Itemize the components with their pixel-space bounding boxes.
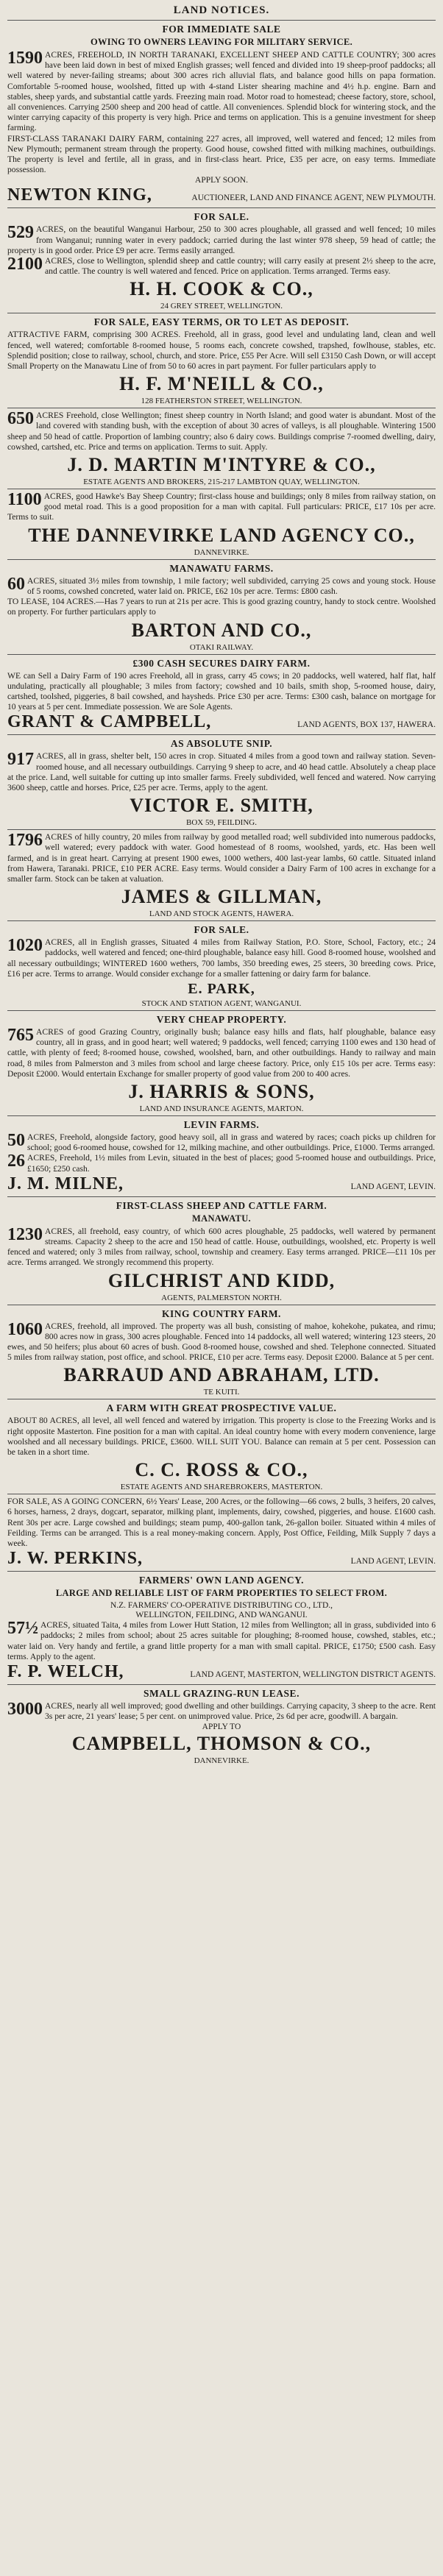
- advert-body: [7, 1132, 436, 1153]
- advert-grazing-run: [7, 1688, 436, 1765]
- advert-note: APPLY TO: [202, 1722, 241, 1732]
- advert-north-taranaki: [7, 24, 436, 185]
- acreage-lead: 60: [7, 574, 25, 594]
- advert-body: WE can Sell a Dairy Farm of 190 acres Freehold, all in grass, carry 45 cows; in 20 paddocks, well watered, half flat, half undulating, practically all ploughable; 3 miles from factory; cowshed and 10 bails, smith shop, 5-roomed house, dairy, cartshed, toolshed, piggeries, 8 bail cowshed, and haysheds. Price £30 per acre. Terms: £300 cash, balance on mortgage for 10 years at 5 per cent. Immediate possession. We are Sole Agents.: [7, 670, 436, 712]
- acreage-lead: 917: [7, 750, 34, 770]
- agent-name: J. M. MILNE,: [7, 1174, 124, 1193]
- advert-absolute-snip: [7, 738, 436, 827]
- advert-body: [7, 1153, 436, 1174]
- advert-heading: FOR SALE, EASY TERMS, OR TO LET AS DEPOSIT.: [93, 316, 350, 328]
- advert-cheap-property: [7, 1014, 436, 1113]
- advert-body: FOR SALE, AS A GOING CONCERN, 6½ Years' Lease, 200 Acres, or the following—66 cows, 2 bulls, 3 heifers, 20 calves, 6 horses, harness, 2 drays, dogcart, separator, milking plant, implements, dairy, cowshed, piggeries, and house. £1600 cash. Rent 30s per acre. Large cowshed and buildings; steam pump, 400-gallon tank, 26-gallon boiler. Situated within 4 miles of Feilding. Terms can be arranged. This is a real money-making concern. Apply, Post Office, Feilding, Milk Supply 7 days a week.: [7, 1497, 436, 1549]
- advert-text: ACRES, all in grass, shelter belt, 150 acres in crop. Situated 4 miles from a good town and railway station. Seven-roomed house, and all necessary outbuildings. Carrying 9 sheep to acre, and 40 head cattle. Absolutely a cheap place at the price. Land, well suitable for cutting up into smaller farms. Freely subdivided, well fenced and watered. Now carrying 3600 sheep, cattle and horses. Price, £25 per acre. Terms, apply to the agent.: [7, 751, 436, 792]
- advert-text: ACRES, all freehold, easy country, of which 600 acres ploughable, 25 paddocks, well watered by permanent streams. Capacity 2 sheep to the acre and 150 head of cattle. House, outbuildings, woolshed, etc. Property is well fenced and watered; only 3 miles from railway, school, township and creamery. Easy terms arranged. PRICE—£11 10s per acre. Terms arranged. We strongly recommend this property.: [7, 1226, 436, 1268]
- advert-text: ACRES, situated 3½ miles from township, 1 mile factory; well subdivided, carrying 25 cows and young stock. House of 5 rooms, cowshed concreted, water laid on. PRICE, £62 10s per acre. Terms: £800 cash.: [27, 575, 436, 596]
- acreage-lead: 1020: [7, 936, 43, 956]
- divider: [7, 1571, 436, 1572]
- advert-text: ACRES, FREEHOLD, IN NORTH TARANAKI, EXCELLENT SHEEP AND CATTLE COUNTRY; 300 acres have been laid down in best of mixed English grasses; well fenced and divided into 19 sheep-proof paddocks; all well watered by never-failing streams; about 300 acres rich alluvial flats, and balance good hills on papa formation. Comfortable 5-roomed house, woolshed, fitted up with 4-stand Lister shearing machine and 4½ h.p. engine. Barn and stables, sheep yards, and substantial cattle yards. Freezing main road. Motor road to homestead; cheese factory, store, school, all conveniences. Carrying 2500 sheep and 200 head of cattle. All conveniences. Splendid block for wintering stock, and the winter carrying capacity of this property is very high. Price and terms on application. This is a genuine investment for sheep farming.: [7, 50, 436, 133]
- divider: [7, 1010, 436, 1011]
- agent-address: DANNEVIRKE.: [194, 547, 249, 557]
- acreage-lead: 1060: [7, 1319, 43, 1339]
- advert-body: [7, 50, 436, 134]
- divider: [7, 654, 436, 655]
- agent-address: BOX 59, FEILDING.: [186, 818, 257, 828]
- advert-heading: FARMERS' OWN LAND AGENCY.: [138, 1575, 305, 1586]
- agent-address: 128 FEATHERSTON STREET, WELLINGTON.: [141, 397, 302, 406]
- agent-name: CAMPBELL, THOMSON & CO.,: [71, 1733, 372, 1755]
- advert-wellington-sheep: [7, 411, 436, 486]
- advert-heading: FOR IMMEDIATE SALE: [162, 24, 281, 35]
- advert-sheep-cattle-farm: [7, 1200, 436, 1302]
- divider: [7, 1196, 436, 1197]
- agent-name: NEWTON KING,: [7, 185, 152, 205]
- advert-text: ACRES, Freehold, 1½ miles from Levin, situated in the best of places; good 5-roomed house and outbuildings. Price, £1650; £250 cash.: [27, 1153, 436, 1174]
- acreage-lead: 2100: [7, 255, 43, 274]
- divider: [7, 734, 436, 735]
- advert-signature: [7, 1549, 436, 1569]
- agent-address: OTAKI RAILWAY.: [189, 642, 254, 652]
- acreage-lead: 1100: [7, 490, 42, 510]
- acreage-lead: 650: [7, 409, 34, 429]
- advert-text: ACRES, on the beautiful Wanganui Harbour, 250 to 300 acres ploughable, all grassed and well fenced; 10 miles from Wanganui; running water in every paddock; carried during the last winter 978 sheep, 59 head of cattle; the property is in good order. Price £9 per acre. Terms easily arranged.: [7, 224, 436, 255]
- agent-name: J. W. PERKINS,: [7, 1549, 143, 1569]
- agent-name: E. PARK,: [188, 980, 255, 997]
- agent-address: DANNEVIRKE.: [194, 1756, 249, 1766]
- advert-body: [7, 576, 436, 597]
- advert-text: ACRES, situated Taita, 4 miles from Lower Hutt Station, 12 miles from Wellington; all in grass, subdivided into 6 paddocks; 2 miles from school; about 25 acres suitable for ploughing; 8-roomed house, cowshed, stables, etc.; water laid on. Very handy and fertile, a grand little property for a man with small capital. PRICE, £1750; £500 cash. Easy terms. Apply to the agent.: [7, 1620, 436, 1661]
- advert-text: ACRES, close to Wellington, splendid sheep and cattle country; will carry easily at present 2½ sheep to the acre, and cattle. The country is well watered and fenced. Price on application. Terms arranged. Terms easy.: [45, 256, 436, 277]
- advert-signature: [7, 185, 436, 205]
- advert-subheading: OWING TO OWNERS LEAVING FOR MILITARY SERVICE.: [90, 37, 353, 47]
- advert-heading: MANAWATU FARMS.: [169, 562, 274, 574]
- acreage-lead: 26: [7, 1152, 25, 1171]
- advert-body: [7, 256, 436, 277]
- agent-address: LAND AGENTS, BOX 137, HAWERA.: [297, 720, 436, 730]
- divider: [7, 559, 436, 560]
- advert-body: [7, 937, 436, 979]
- advert-body: [7, 832, 436, 884]
- agent-role: LAND AGENT, LEVIN.: [350, 1557, 436, 1566]
- agency-branches: WELLINGTON, FEILDING, AND WANGANUI.: [135, 1611, 308, 1620]
- agent-name: BARRAUD AND ABRAHAM, LTD.: [63, 1364, 380, 1386]
- advert-heading: VERY CHEAP PROPERTY.: [156, 1013, 287, 1025]
- advert-body: [7, 1027, 436, 1079]
- agent-name: H. H. COOK & CO.,: [130, 278, 313, 300]
- advert-body: [7, 751, 436, 793]
- acreage-lead: 3000: [7, 1700, 43, 1720]
- advert-heading: £300 CASH SECURES DAIRY FARM.: [132, 657, 311, 669]
- advert-text: ACRES of good Grazing Country, originally bush; balance easy hills and flats, half ploughable, balance easy country, all in grass, and in good heart; well watered; 9 paddocks, well fenced; carrying 1100 ewes and 130 head of cattle, with plenty of feed; 8-roomed house, cowshed, woolshed, barn, and other outbuildings. Handy to railway and main road, 8 miles from Palmerston and 3 miles from school and large cheese factory. Price, only £15 10s per acre. Terms easy: Deposit £2000. Would entertain Exchange for smaller property of good value from 200 to 400 acres.: [7, 1026, 436, 1079]
- advert-heading: AS ABSOLUTE SNIP.: [170, 738, 273, 750]
- advert-body: [7, 1224, 436, 1269]
- acreage-lead: 529: [7, 223, 34, 243]
- advert-body: [7, 1620, 436, 1662]
- agent-name: J. D. MARTIN M'INTYRE & CO.,: [67, 454, 376, 476]
- advert-heading: SMALL GRAZING-RUN LEASE.: [143, 1688, 300, 1700]
- advert-hawkes-bay: [7, 492, 436, 557]
- advert-text: ACRES, freehold, all improved. The property was all bush, consisting of mahoe, kohekohe, pukatea, and rimu; 800 acres now in grass, 300 acres ploughable. Fenced into 14 paddocks, all well watered; wintering 123 steers, 20 ewes, and 50 heifers; plus about 60 acres of bush. Good 8-roomed house, cowshed and shed. Telephone connected. Situated 5 miles from railway station, post office, and school. PRICE, £10 per acre. Terms easy. Deposit £2000. Balance at 5 per cent.: [7, 1321, 436, 1363]
- advert-body: ATTRACTIVE FARM, comprising 300 ACRES. Freehold, all in grass, good level and undulating land, clean and well fenced, well watered; comfortable 8-roomed house, 5 rooms each, concrete cowshed, trapshed, fowlhouse, stables, etc. Splendid position; close to railway, school, church, and store. Price, £55 Per Acre. Will sell £3150 Cash Down, or will accept Small Property on the Manawatu Line of from 50 to 60 acres in part payment. For fuller particulars apply to: [7, 330, 436, 372]
- advert-heading: KING COUNTRY FARM.: [162, 1307, 281, 1319]
- agent-name: GRANT & CAMPBELL,: [7, 712, 212, 732]
- agent-address: STOCK AND STATION AGENT, WANGANUI.: [141, 998, 302, 1008]
- advert-king-country: [7, 1308, 436, 1397]
- acreage-lead: 57½: [7, 1619, 38, 1639]
- advert-prospective-value: [7, 1402, 436, 1491]
- advert-note: APPLY SOON.: [195, 176, 248, 185]
- advert-body: [7, 492, 436, 523]
- advert-levin-farms: [7, 1119, 436, 1194]
- advert-text: ACRES, good Hawke's Bay Sheep Country; first-class house and buildings; only 8 miles from railway station, on good metal road. This is a good proposition for a man with capital. Full particulars: PRICE, £17 10s per acre. Terms to suit.: [7, 492, 436, 522]
- acreage-lead: 765: [7, 1025, 34, 1045]
- agent-name: GILCHRIST AND KIDD,: [107, 1269, 336, 1291]
- agent-address: TE KUITI.: [203, 1388, 240, 1397]
- advert-farmers-agency: [7, 1575, 436, 1682]
- acreage-lead: 1230: [7, 1224, 43, 1244]
- advert-subheading: MANAWATU.: [192, 1213, 251, 1224]
- agent-name: VICTOR E. SMITH,: [130, 795, 313, 817]
- advert-heading: LEVIN FARMS.: [183, 1118, 260, 1130]
- advert-heading: A FARM WITH GREAT PROSPECTIVE VALUE.: [106, 1402, 337, 1414]
- advert-signature: [7, 1662, 436, 1682]
- divider: [7, 207, 436, 208]
- page-title: LAND NOTICES.: [173, 4, 270, 16]
- advert-text: ACRES, nearly all well improved; good dwelling and other buildings. Carrying capacity, 3 sheep to the acre. Rent 3s per acre, 21 years' lease; 5 per cent. on unimproved value. Price, 2s 6d per acre, goodwill. A bargain.: [45, 1701, 436, 1722]
- advert-dairy-farm: [7, 658, 436, 733]
- advert-going-concern: [7, 1497, 436, 1569]
- acreage-lead: 1590: [7, 49, 43, 68]
- advert-body: [7, 1321, 436, 1363]
- agent-name: BARTON AND CO.,: [131, 619, 312, 641]
- advert-body-secondary: FIRST-CLASS TARANAKI DAIRY FARM, containing 227 acres, all improved, well watered and fenced; 12 miles from New Plymouth; permanent stream through the property. Good house, cowshed fitted with milking machines, outbuildings. The property is level and fertile, all in grass, and in first-class heart. Price, £35 per acre, on easy terms. Immediate possession.: [7, 133, 436, 175]
- agent-name: THE DANNEVIRKE LAND AGENCY CO.,: [28, 524, 415, 546]
- agency-name: N.Z. FARMERS' CO-OPERATIVE DISTRIBUTING CO., LTD.,: [110, 1601, 333, 1611]
- advert-signature: [7, 712, 436, 732]
- advert-body-secondary: TO LEASE, 104 ACRES.—Has 7 years to run at 21s per acre. This is good grazing country, handy to stock centre. Woolshed on property. For further particulars apply to: [7, 597, 436, 617]
- advert-body: [7, 224, 436, 256]
- divider: [7, 20, 436, 21]
- agent-name: JAMES & GILLMAN,: [121, 886, 322, 908]
- agent-role: AUCTIONEER, LAND AND FINANCE AGENT, NEW PLYMOUTH.: [191, 194, 436, 203]
- advert-text: ACRES, Freehold, alongside factory, good heavy soil, all in grass and watered by races; coach picks up children for school; good 6-roomed house, cowshed for 12, milking machine, and other outbuildings. Price, £1000. Terms arranged.: [27, 1132, 436, 1153]
- advert-hilly-country: [7, 832, 436, 918]
- agent-name: C. C. ROSS & CO.,: [135, 1459, 308, 1481]
- agent-address: LAND AND INSURANCE AGENTS, MARTON.: [139, 1104, 304, 1113]
- agent-address: ESTATE AGENTS AND SHAREBROKERS, MASTERTON.: [120, 1483, 323, 1492]
- advert-text: ACRES Freehold, close Wellington; finest sheep country in North Island; and good water is abundant. Most of the land covered with standing bush, with the exception of about 30 acres of valleys, is all ploughable. Wintering 1500 sheep and 50 head of cattle. Proportion of lambing country; also 6 dairy cows. Buildings comprise 7-roomed dwelling, dairy, cowshed, cartshed, etc. Price and terms on application. Terms to suit. Apply.: [7, 411, 436, 452]
- divider: [7, 829, 436, 830]
- divider: [7, 920, 436, 921]
- advert-subheading: LARGE AND RELIABLE LIST OF FARM PROPERTIES TO SELECT FROM.: [55, 1588, 388, 1599]
- agent-name: F. P. WELCH,: [7, 1662, 124, 1682]
- advert-body: ABOUT 80 ACRES, all level, all well fenced and watered by irrigation. This property is close to the Freezing Works and is right opposite Masterton. Fine position for a man with capital. An ideal country home with every modern convenience, large woolshed and all necessary buildings. PRICE, £3600. WILL SUIT YOU. Balance can remain at 5 per cent. Possession can be taken in a short time.: [7, 1416, 436, 1458]
- advert-wanganui-harbour: [7, 211, 436, 311]
- advert-english-grasses: [7, 924, 436, 1008]
- agent-address: LAND AND STOCK AGENTS, HAWERA.: [149, 909, 294, 919]
- agent-name: H. F. M'NEILL & CO.,: [119, 373, 324, 395]
- advert-heading: FIRST-CLASS SHEEP AND CATTLE FARM.: [116, 1199, 327, 1211]
- advert-text: ACRES of hilly country, 20 miles from railway by good metalled road; well subdivided into numerous paddocks, well watered; every paddock with water. Good homestead of 8 rooms, woolshed, yards, etc. Has been well farmed, and is in great heart. Carrying at present 1900 ewes, 1000 wethers, 400 last-year lambs, 60 cattle. Situated inland from Hawera, Taranaki. PRICE, £10 PER ACRE. Easy terms. Would consider a Dairy Farm of 100 acres in exchange for a smaller farm. Stock can be taken at valuation.: [7, 832, 436, 884]
- agent-name: J. HARRIS & SONS,: [128, 1080, 315, 1102]
- agent-role: LAND AGENT, LEVIN.: [350, 1182, 436, 1191]
- agent-address: 24 GREY STREET, WELLINGTON.: [160, 302, 283, 311]
- advert-attractive-farm: [7, 316, 436, 405]
- agent-address: AGENTS, PALMERSTON NORTH.: [161, 1293, 282, 1302]
- divider: [7, 1684, 436, 1685]
- agent-role: LAND AGENT, MASTERTON, WELLINGTON DISTRICT AGENTS.: [190, 1670, 436, 1680]
- agent-address: ESTATE AGENTS AND BROKERS, 215-217 LAMBTON QUAY, WELLINGTON.: [83, 478, 360, 487]
- advert-manawatu-farms: [7, 563, 436, 652]
- advert-heading: FOR SALE.: [194, 211, 249, 223]
- advert-heading: FOR SALE.: [194, 924, 249, 936]
- advert-body: [7, 411, 436, 453]
- advert-text: ACRES, all in English grasses, Situated 4 miles from Railway Station, P.O. Store, School, Factory, etc.; 24 paddocks, well watered and fenced; one-third ploughable, balance easy hill. Good 8-roomed house, woolshed and all necessary outbuildings; WINTERED 1600 wethers, 700 lambs, 350 breeding ewes, 25 steers, 30 breeding cows. Price, £16 per acre. Terms to arrange. Would consider exchange for a smaller fattening or dairy farm for balance.: [7, 937, 436, 979]
- acreage-lead: 1796: [7, 831, 43, 851]
- acreage-lead: 50: [7, 1130, 25, 1150]
- divider: [7, 1115, 436, 1116]
- land-notices-page: [7, 0, 436, 1765]
- advert-signature: [7, 1174, 436, 1194]
- advert-body: [7, 1701, 436, 1722]
